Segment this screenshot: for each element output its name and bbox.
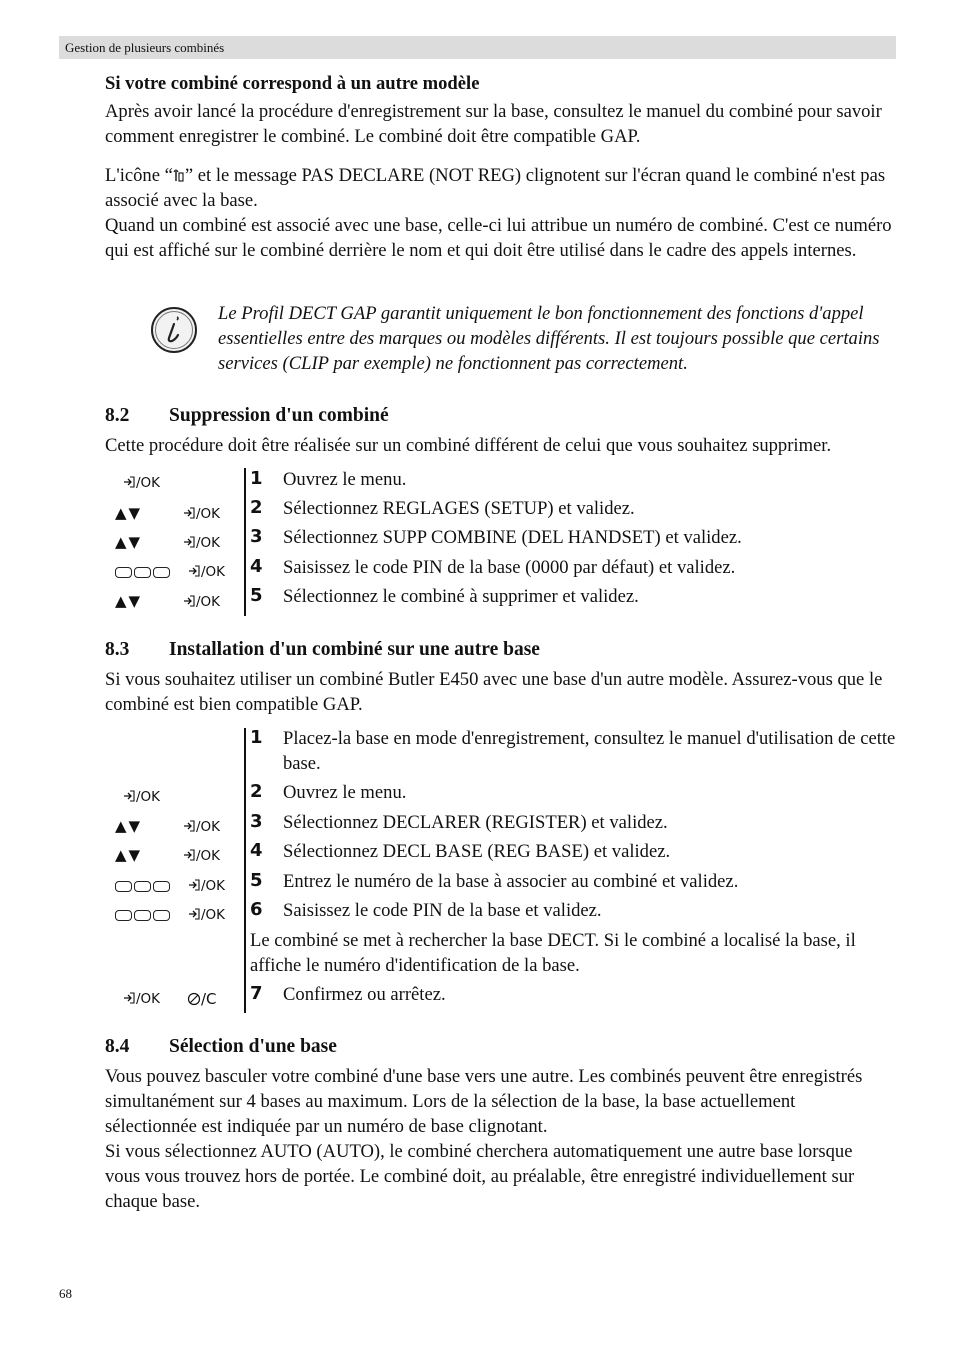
step-number: 3: [250, 811, 263, 832]
step-number: 6: [250, 899, 263, 920]
ok-key: /OK: [187, 907, 225, 923]
menu-ok-icon: [182, 594, 196, 608]
step-text: Confirmez ou arrêtez.: [283, 984, 446, 1005]
section-heading-8-4: 8.4 Sélection d'une base: [105, 1036, 337, 1057]
navigation-arrows: ▲▼: [115, 504, 143, 522]
cancel-key: /C: [187, 990, 217, 1008]
ok-key: /OK: [122, 789, 160, 805]
antenna-icon: [173, 168, 185, 182]
menu-ok-icon: [187, 878, 201, 892]
subsection-title: Si votre combiné correspond à un autre modèle: [105, 73, 480, 94]
step-number: 1: [250, 727, 263, 748]
step-number: 7: [250, 983, 263, 1004]
step-text: Ouvrez le menu.: [283, 782, 407, 803]
step-number: 3: [250, 526, 263, 547]
section-8-4-paragraph-2: Si vous sélectionnez AUTO (AUTO), le combiné cherchera automatiquement une autre base lorsque vous vous trouvez hors de portée. Le combiné doit, au préalable, être enregistré individuellement sur chaque base.: [105, 1141, 855, 1212]
section-heading-8-2: 8.2 Suppression d'un combiné: [105, 405, 389, 426]
numeric-keypad-icon: [115, 881, 170, 892]
step-number: 2: [250, 781, 263, 802]
header-title: Gestion de plusieurs combinés: [65, 40, 225, 55]
step-number: 4: [250, 556, 263, 577]
navigation-arrows: ▲▼: [115, 817, 143, 835]
menu-ok-icon: [182, 848, 196, 862]
info-icon: [150, 306, 198, 354]
step-number: 2: [250, 497, 263, 518]
section-8-2-intro: Cette procédure doit être réalisée sur un combiné différent de celui que vous souhaitez supprimer.: [105, 435, 832, 456]
note-text: Le Profil DECT GAP garantit uniquement le bon fonctionnement des fonctions d'appel essentielles entre des marques ou modèles différents. Il est toujours possible que certains services (CLIP par exemple) ne fonctionnent pas correctement.: [218, 303, 880, 374]
section-heading-8-3: 8.3 Installation d'un combiné sur une autre base: [105, 639, 540, 660]
navigation-arrows: ▲▼: [115, 533, 143, 551]
step-text: Sélectionnez REGLAGES (SETUP) et validez.: [283, 498, 635, 519]
ok-key: /OK: [182, 594, 220, 610]
paragraph-other-model-2: L'icône “ ” et le message PAS DECLARE (NOT REG) clignotent sur l'écran quand le combiné n'est pas associé avec la base.: [105, 165, 886, 211]
step-text: Placez-la base en mode d'enregistrement, consultez le manuel d'utilisation de cette base.: [283, 728, 896, 774]
ok-key: /OK: [187, 878, 225, 894]
step-text: Sélectionnez DECL BASE (REG BASE) et validez.: [283, 841, 671, 862]
ok-key: /OK: [182, 819, 220, 835]
cancel-icon: [187, 992, 201, 1006]
step-text: Sélectionnez le combiné à supprimer et validez.: [283, 586, 639, 607]
section-8-4-paragraph-1: Vous pouvez basculer votre combiné d'une base vers une autre. Les combinés peuvent être enregistrés simultanément sur 4 bases au maximum. Lors de la sélection de la base, la base actuellement sélectionnée est indiquée par un numéro de base clignotant.: [105, 1066, 863, 1137]
step-number: 4: [250, 840, 263, 861]
section-8-3-intro: Si vous souhaitez utiliser un combiné Butler E450 avec une base d'un autre modèle. Assurez-vous que le combiné est bien compatible GAP.: [105, 669, 883, 715]
menu-ok-icon: [182, 506, 196, 520]
navigation-arrows: ▲▼: [115, 592, 143, 610]
paragraph-other-model-1: Après avoir lancé la procédure d'enregistrement sur la base, consultez le manuel du combiné pour savoir comment enregistrer le combiné. Le combiné doit être compatible GAP.: [105, 101, 882, 147]
steps-divider: [244, 468, 246, 616]
menu-ok-icon: [187, 907, 201, 921]
ok-key: /OK: [187, 564, 225, 580]
page-number: 68: [59, 1286, 72, 1301]
menu-ok-icon: [122, 475, 136, 489]
menu-ok-icon: [182, 819, 196, 833]
step-number: 5: [250, 870, 263, 891]
step-number: 1: [250, 468, 263, 489]
ok-key: /OK: [182, 848, 220, 864]
menu-ok-icon: [187, 564, 201, 578]
menu-ok-icon: [122, 991, 136, 1005]
ok-key: /OK: [122, 991, 160, 1007]
ok-key: /OK: [182, 506, 220, 522]
step-text: Sélectionnez SUPP COMBINE (DEL HANDSET) et validez.: [283, 527, 742, 548]
menu-ok-icon: [122, 789, 136, 803]
step-text: Saisissez le code PIN de la base et validez.: [283, 900, 602, 921]
ok-key: /OK: [122, 475, 160, 491]
menu-ok-icon: [182, 535, 196, 549]
step-text: Saisissez le code PIN de la base (0000 par défaut) et validez.: [283, 557, 736, 578]
step-number: 5: [250, 585, 263, 606]
steps-divider: [244, 728, 246, 1013]
numeric-keypad-icon: [115, 567, 170, 578]
step-text: Entrez le numéro de la base à associer au combiné et validez.: [283, 871, 739, 892]
navigation-arrows: ▲▼: [115, 846, 143, 864]
step-text: Sélectionnez DECLARER (REGISTER) et validez.: [283, 812, 668, 833]
paragraph-other-model-3: Quand un combiné est associé avec une base, celle-ci lui attribue un numéro de combiné. C'est ce numéro qui est affiché sur le combiné derrière le nom et qui doit être utilisé dans le cadre des appels internes.: [105, 215, 892, 261]
numeric-keypad-icon: [115, 910, 170, 921]
search-note: Le combiné se met à rechercher la base DECT. Si le combiné a localisé la base, il affiche le numéro d'identification de la base.: [250, 930, 856, 976]
running-header: [59, 36, 896, 59]
step-text: Ouvrez le menu.: [283, 469, 407, 490]
ok-key: /OK: [182, 535, 220, 551]
